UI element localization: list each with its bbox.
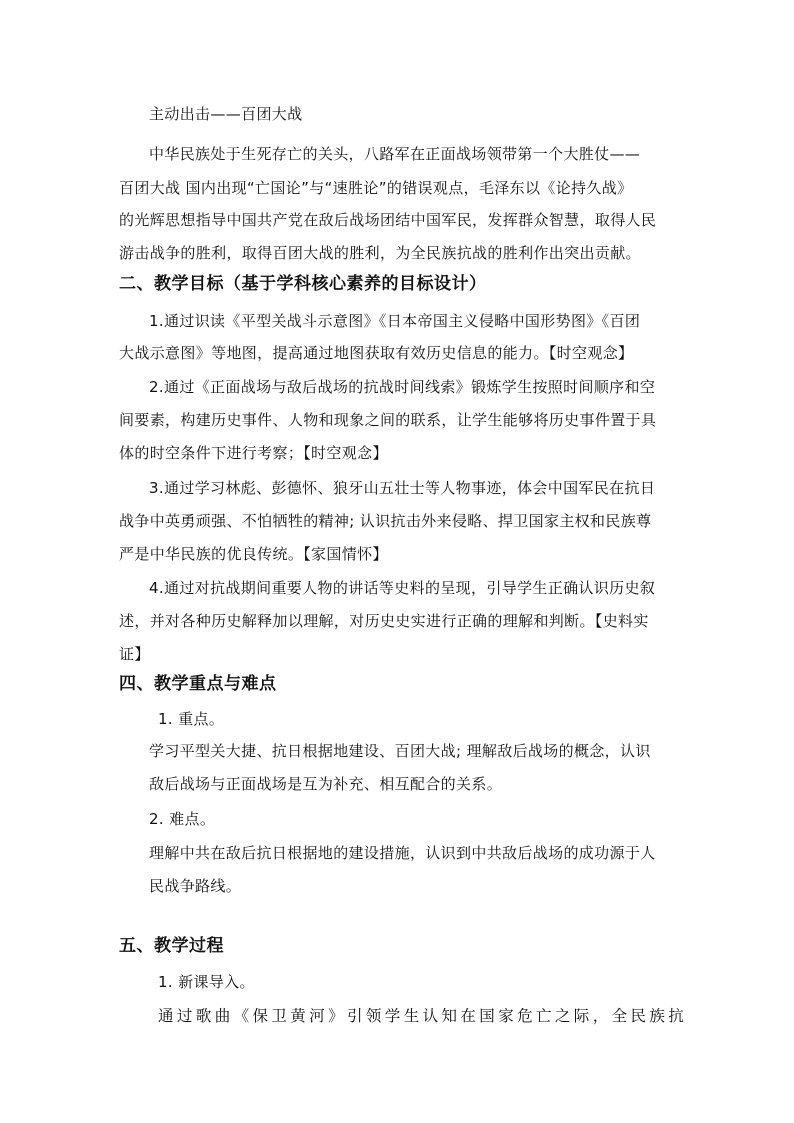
goal-4-line-3: 证】 <box>119 645 150 663</box>
intro-line-4: 游击战争的胜利，取得百团大战的胜利，为全民族抗战的胜利作出突出贡献。 <box>119 244 641 262</box>
goal-3-line-1: 3.通过学习林彪、彭德怀、狼牙山五壮士等人物事迹，体会中国军民在抗日 <box>149 479 656 497</box>
section-2-heading: 二、教学目标（基于学科核心素养的目标设计） <box>119 274 487 294</box>
goal-4-line-1: 4.通过对抗战期间重要人物的讲话等史料的呈现，引导学生正确认识历史叙 <box>149 579 656 597</box>
goal-1-line-1: 1.通过识读《平型关战斗示意图》《日本帝国主义侵略中国形势图》《百团 <box>149 312 641 330</box>
goal-3-line-3: 严是中华民族的优良传统。【家国情怀】 <box>119 545 388 563</box>
intro-step-line: 通过歌曲《保卫黄河》引领学生认知在国家危亡之际，全民族抗 <box>158 1007 688 1025</box>
key-point-line-2: 敌后战场与正面战场是互为补充、相互配合的关系。 <box>149 775 503 793</box>
intro-line-3: 的光辉思想指导中国共产党在敌后战场团结中国军民，发挥群众智慧，取得人民 <box>119 211 657 229</box>
goal-2-line-3: 体的时空条件下进行考察；【时空观念】 <box>119 444 388 462</box>
difficulty-line-2: 民战争路线。 <box>149 877 242 895</box>
goal-3-line-2: 战争中英勇顽强、不怕牺牲的精神; 认识抗击外来侵略、捍卫国家主权和民族尊 <box>119 512 652 530</box>
goal-2-line-2: 间要素，构建历史事件、人物和现象之间的联系，让学生能够将历史事件置于具 <box>119 411 657 429</box>
goal-2-line-1: 2.通过《正面战场与敌后战场的抗战时间线索》锻炼学生按照时间顺序和空 <box>149 378 656 396</box>
intro-line-2: 百团大战 国内出现“亡国论”与“速胜论”的错误观点，毛泽东以《论持久战》 <box>119 179 633 197</box>
goal-1-line-2: 大战示意图》等地图，提高通过地图获取有效历史信息的能力。【时空观念】 <box>119 344 634 362</box>
difficulty-label: 2. 难点。 <box>149 810 216 828</box>
difficulty-line-1: 理解中共在敌后抗日根据地的建设措施，认识到中共敌后战场的成功源于人 <box>149 844 656 862</box>
key-point-label: 1. 重点。 <box>158 710 225 728</box>
section-4-heading: 四、教学重点与难点 <box>119 674 277 694</box>
key-point-line-1: 学习平型关大捷、抗日根据地建设、百团大战; 理解敌后战场的概念，认识 <box>149 742 651 760</box>
intro-line-1: 中华民族处于生死存亡的关头，八路军在正面战场领带第一个大胜仗—— <box>149 145 641 163</box>
goal-4-line-2: 述，并对各种历史解释加以理解，对历史史实进行正确的理解和判断。【史料实 <box>119 612 649 630</box>
intro-step-label: 1. 新课导入。 <box>158 973 255 991</box>
intro-title: 主动出击——百团大战 <box>149 105 303 123</box>
section-5-heading: 五、教学过程 <box>119 936 224 956</box>
